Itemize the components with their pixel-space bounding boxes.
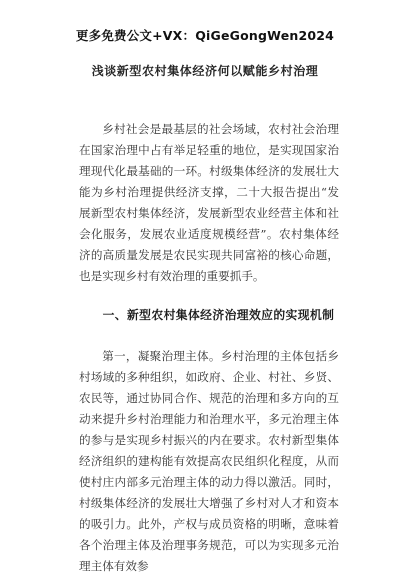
section-paragraph: 第一，凝聚治理主体。乡村治理的主体包括乡村场域的多种组织，如政府、企业、村社、乡贤、农民等，通过协同合作、规范的治理和多方向的互动来提升乡村治理能力和治理水平，多元治理主体的参与是实现乡村振兴的内在要求。农村新型集体经济组织的建构能有效提高农民组织化程度，从而使村庄内部多元治理主体的动力得以激活。同时，村级集体经济的发展壮大增强了乡村对人才和资本的吸引力。此外，产权与成员资格的明晰，意味着各个治理主体及治理事务规范，可以为实现多元治理主体有效参 [79,349,339,573]
section-heading: 一、新型农村集体经济治理效应的实现机制 [102,308,335,322]
promo-header: 更多免费公文+VX：QiGeGongWen2024 [75,28,335,43]
document-title: 浅谈新型农村集体经济何以赋能乡村治理 [91,64,319,78]
intro-paragraph: 乡村社会是最基层的社会场域，农村社会治理在国家治理中占有举足轻重的地位，是实现国家治理现代化最基础的一环。村级集体经济的发展壮大能为乡村治理提供经济支撑，二十大报告提出“发展新型农村集体经济，发展新型农业经营主体和社会化服务，发展农业适度规模经营”。农村集体经济的高质量发展是农民实现共同富裕的核心命题，也是实现乡村有效治理的重要抓手。 [79,122,339,283]
